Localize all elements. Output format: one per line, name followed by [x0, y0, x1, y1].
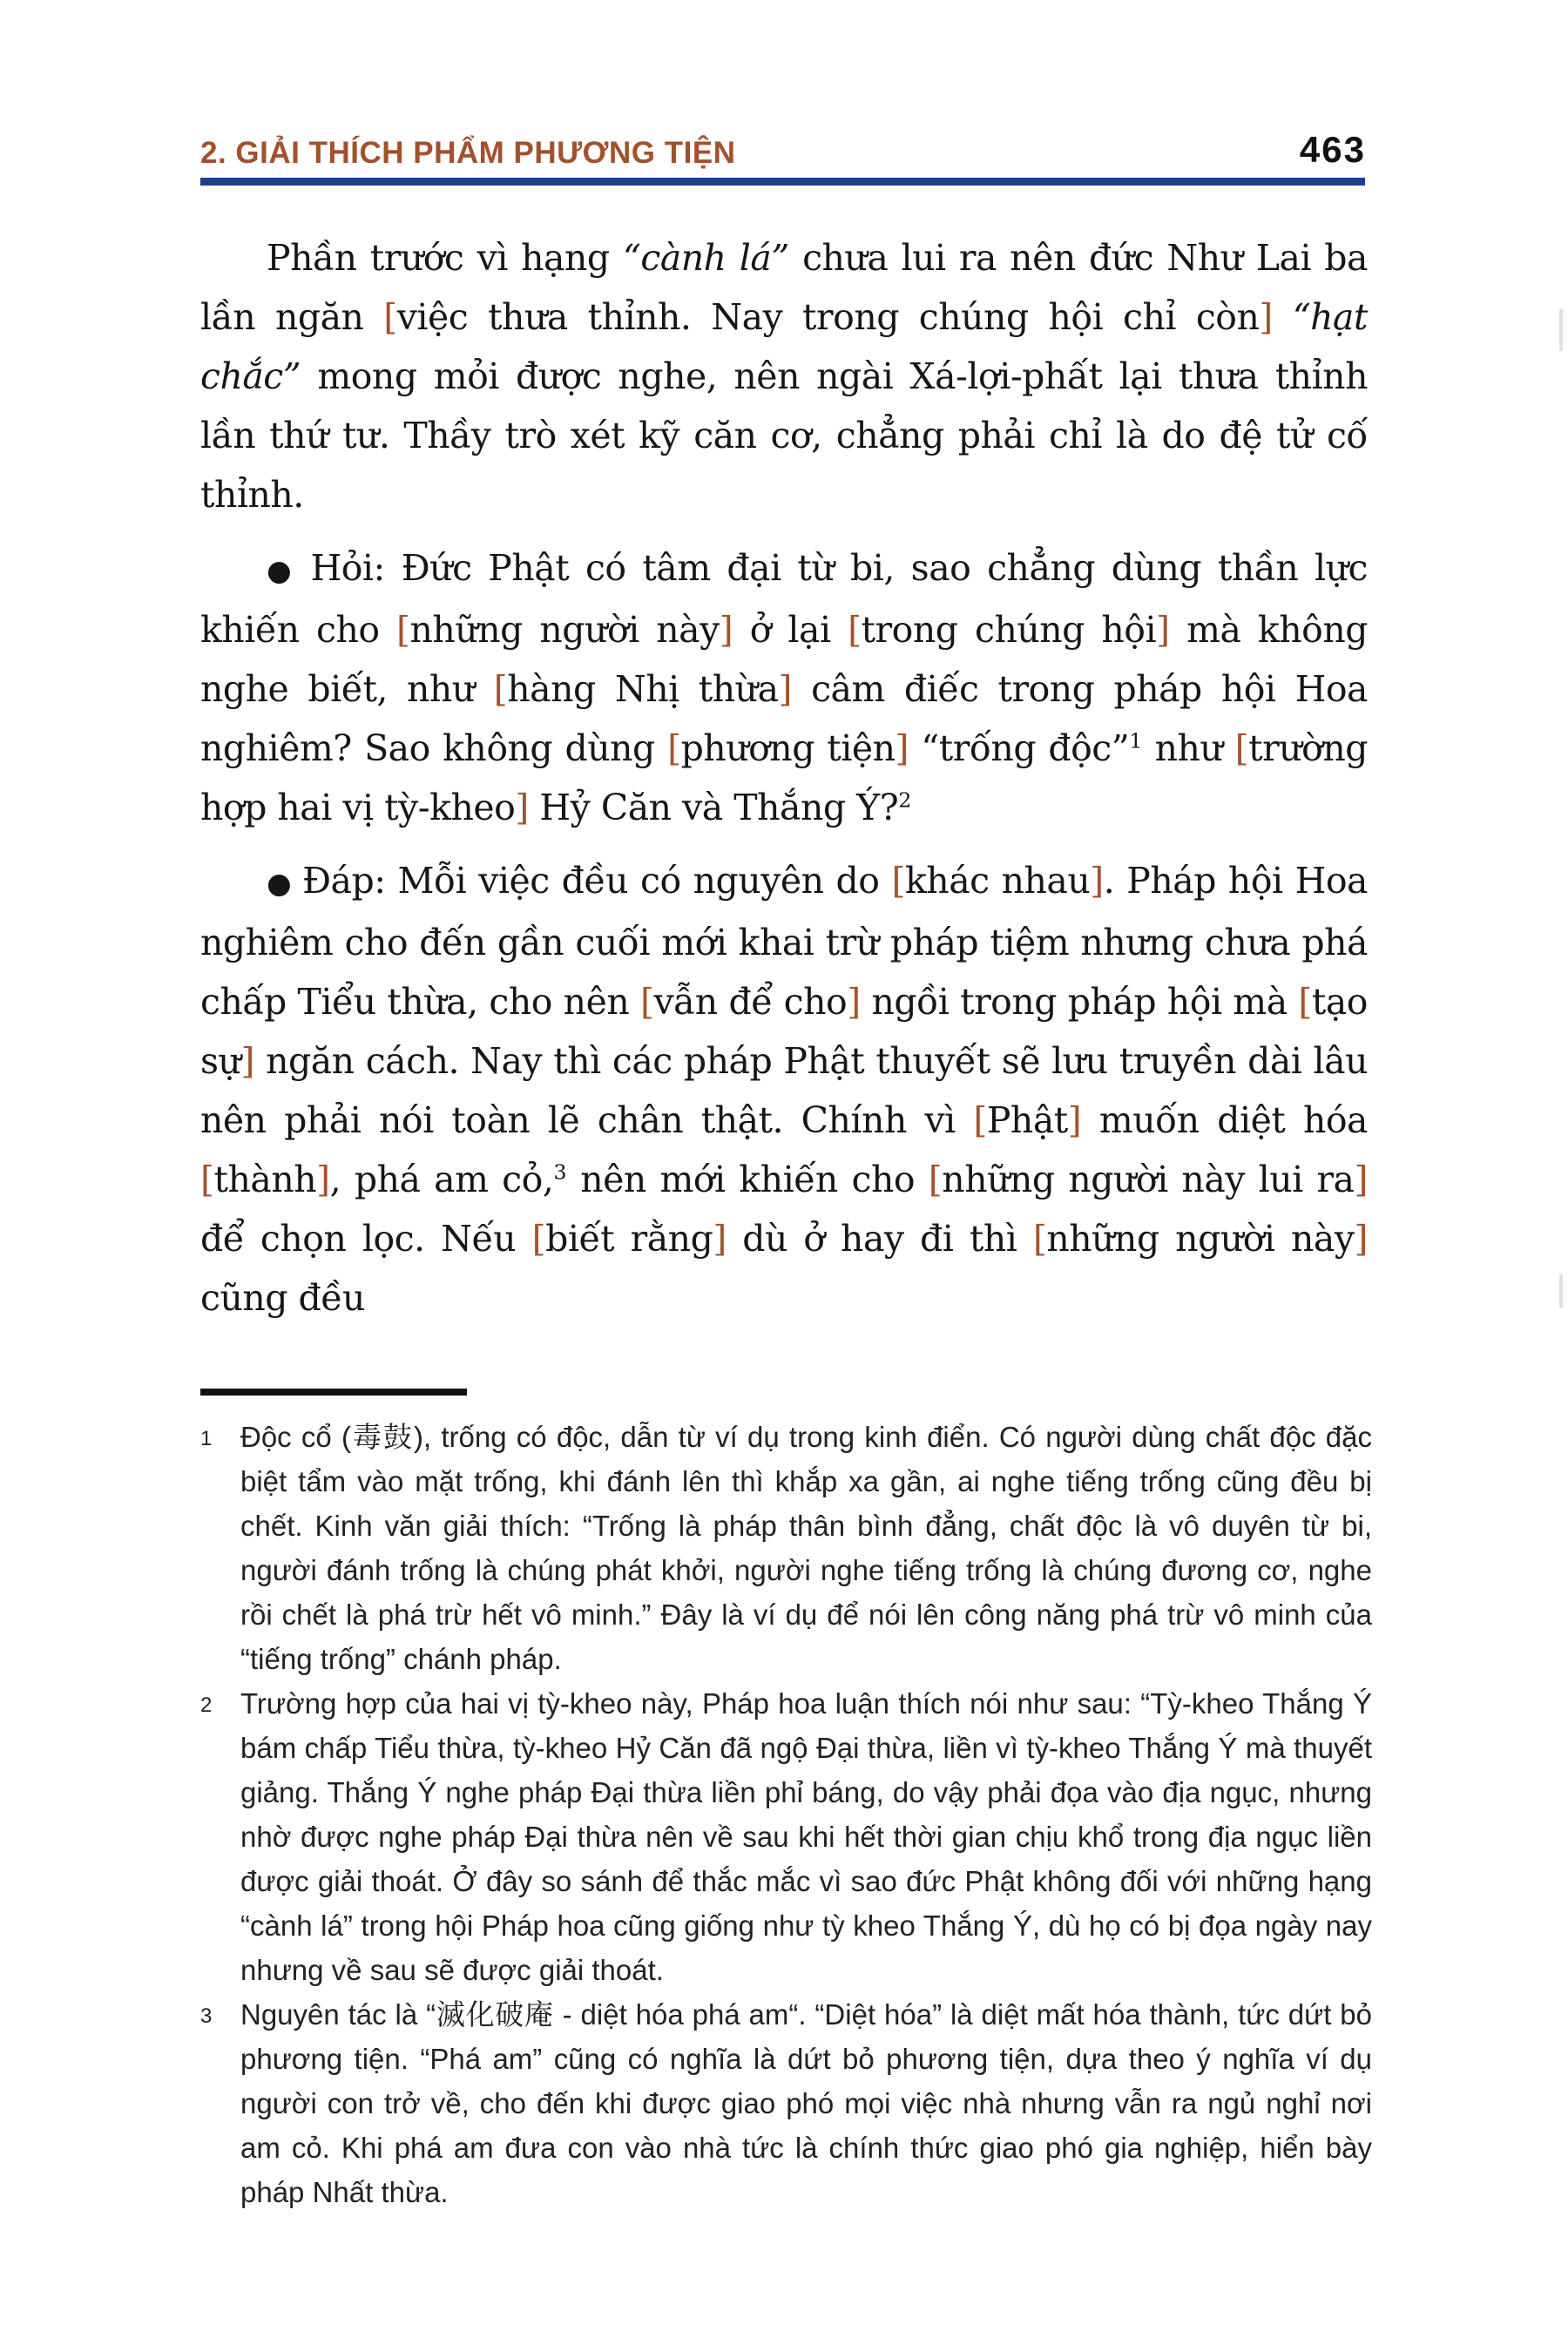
- chapter-title: 2. GIẢI THÍCH PHẨM PHƯƠNG TIỆN: [200, 136, 736, 170]
- scan-artifact: [1559, 309, 1563, 351]
- bullet-icon: ●: [267, 867, 302, 900]
- paragraph: ● Hỏi: Đức Phật có tâm đại từ bi, sao chẳng dùng thần lực khiến cho [những người này] ở lại [trong chúng hội] mà không nghe biết, như [hàng Nhị thừa] câm điếc trong pháp hội Hoa nghiêm? Sao không dùng [phương tiện] “trống độc”$^1$ như [trường hợp hai vị tỳ-kheo] Hỷ Căn và Thắng Ý?$^2$: [200, 547, 1368, 828]
- footnote-text: Trường hợp của hai vị tỳ-kheo này, Pháp hoa luận thích nói như sau: “Tỳ-kheo Thắng Ý bám chấp Tiểu thừa, tỳ-kheo Hỷ Căn đã ngộ Đại thừa, liền vì tỳ-kheo Thắng Ý mà thuyết giảng. Thắng Ý nghe pháp Đại thừa liền phỉ báng, do vậy phải đọa vào địa ngục, nhưng nhờ được nghe pháp Đại thừa nên về sau khi hết thời gian chịu khổ trong địa ngục liền được giải thoát. Ở đây so sánh để thắc mắc vì sao đức Phật không đối với những hạng “cành lá” trong hội Pháp hoa cũng giống như tỳ kheo Thắng Ý, dù họ có bị đọa ngày nay nhưng về sau sẽ được giải thoát.: [240, 1687, 1372, 1986]
- footnote: [200, 1681, 1372, 1992]
- footnote: [200, 1415, 1372, 1681]
- page-number: 463: [1299, 129, 1366, 170]
- footnote-divider: [200, 1389, 467, 1396]
- footnote-text: Nguyên tác là “滅化破庵 - diệt hóa phá am“. “Diệt hóa” là diệt mất hóa thành, tức dứt bỏ phương tiện. “Phá am” cũng có nghĩa là dứt bỏ phương tiện, dựa theo ý nghĩa ví dụ người con trở về, cho đến khi được giao phó mọi việc nhà nhưng vẫn ra ngủ nghỉ nơi am cỏ. Khi phá am đưa con vào nhà tức là chính thức giao phó gia nghiệp, hiển bày pháp Nhất thừa.: [240, 1998, 1372, 2208]
- footnote-marker: 1: [200, 1427, 213, 1450]
- paragraph: Phần trước vì hạng “cành lá” chưa lui ra nên đức Như Lai ba lần ngăn [việc thưa thỉnh. Nay trong chúng hội chỉ còn] “hạt chắc” mong mỏi được nghe, nên ngài Xá-lợi-phất lại thưa thỉnh lần thứ tư. Thầy trò xét kỹ căn cơ, chẳng phải chỉ là do đệ tử cố thỉnh.: [200, 237, 1368, 516]
- footnote-text: Độc cổ (毒鼓), trống có độc, dẫn từ ví dụ trong kinh điển. Có người dùng chất độc đặc biệt tẩm vào mặt trống, khi đánh lên thì khắp xa gần, ai nghe tiếng trống cũng đều bị chết. Kinh văn giải thích: “Trống là pháp thân bình đẳng, chất độc là vô duyên từ bi, người đánh trống là chúng phát khởi, người nghe tiếng trống là chúng đương cơ, nghe rồi chết là phá trừ hết vô minh.” Đây là ví dụ để nói lên công năng phá trừ vô minh của “tiếng trống” chánh pháp.: [240, 1421, 1372, 1675]
- running-header: [200, 129, 1366, 171]
- footnote: [200, 1992, 1372, 2214]
- scan-artifact: [1559, 1274, 1563, 1308]
- footnote-marker: 2: [200, 1693, 213, 1717]
- header-rule: [200, 178, 1365, 186]
- footnote-block: [200, 1389, 1372, 2214]
- body-text: [200, 228, 1368, 1328]
- paragraph: ● Đáp: Mỗi việc đều có nguyên do [khác nhau]. Pháp hội Hoa nghiêm cho đến gần cuối mới khai trừ pháp tiệm nhưng chưa phá chấp Tiểu thừa, cho nên [vẫn để cho] ngồi trong pháp hội mà [tạo sự] ngăn cách. Nay thì các pháp Phật thuyết sẽ lưu truyền dài lâu nên phải nói toàn lẽ chân thật. Chính vì [Phật] muốn diệt hóa [thành], phá am cỏ,$^3$ nên mới khiến cho [những người này lui ra] để chọn lọc. Nếu [biết rằng] dù ở hay đi thì [những người này] cũng đều: [200, 860, 1368, 1319]
- footnote-marker: 3: [200, 2004, 213, 2028]
- bullet-icon: ●: [267, 554, 311, 587]
